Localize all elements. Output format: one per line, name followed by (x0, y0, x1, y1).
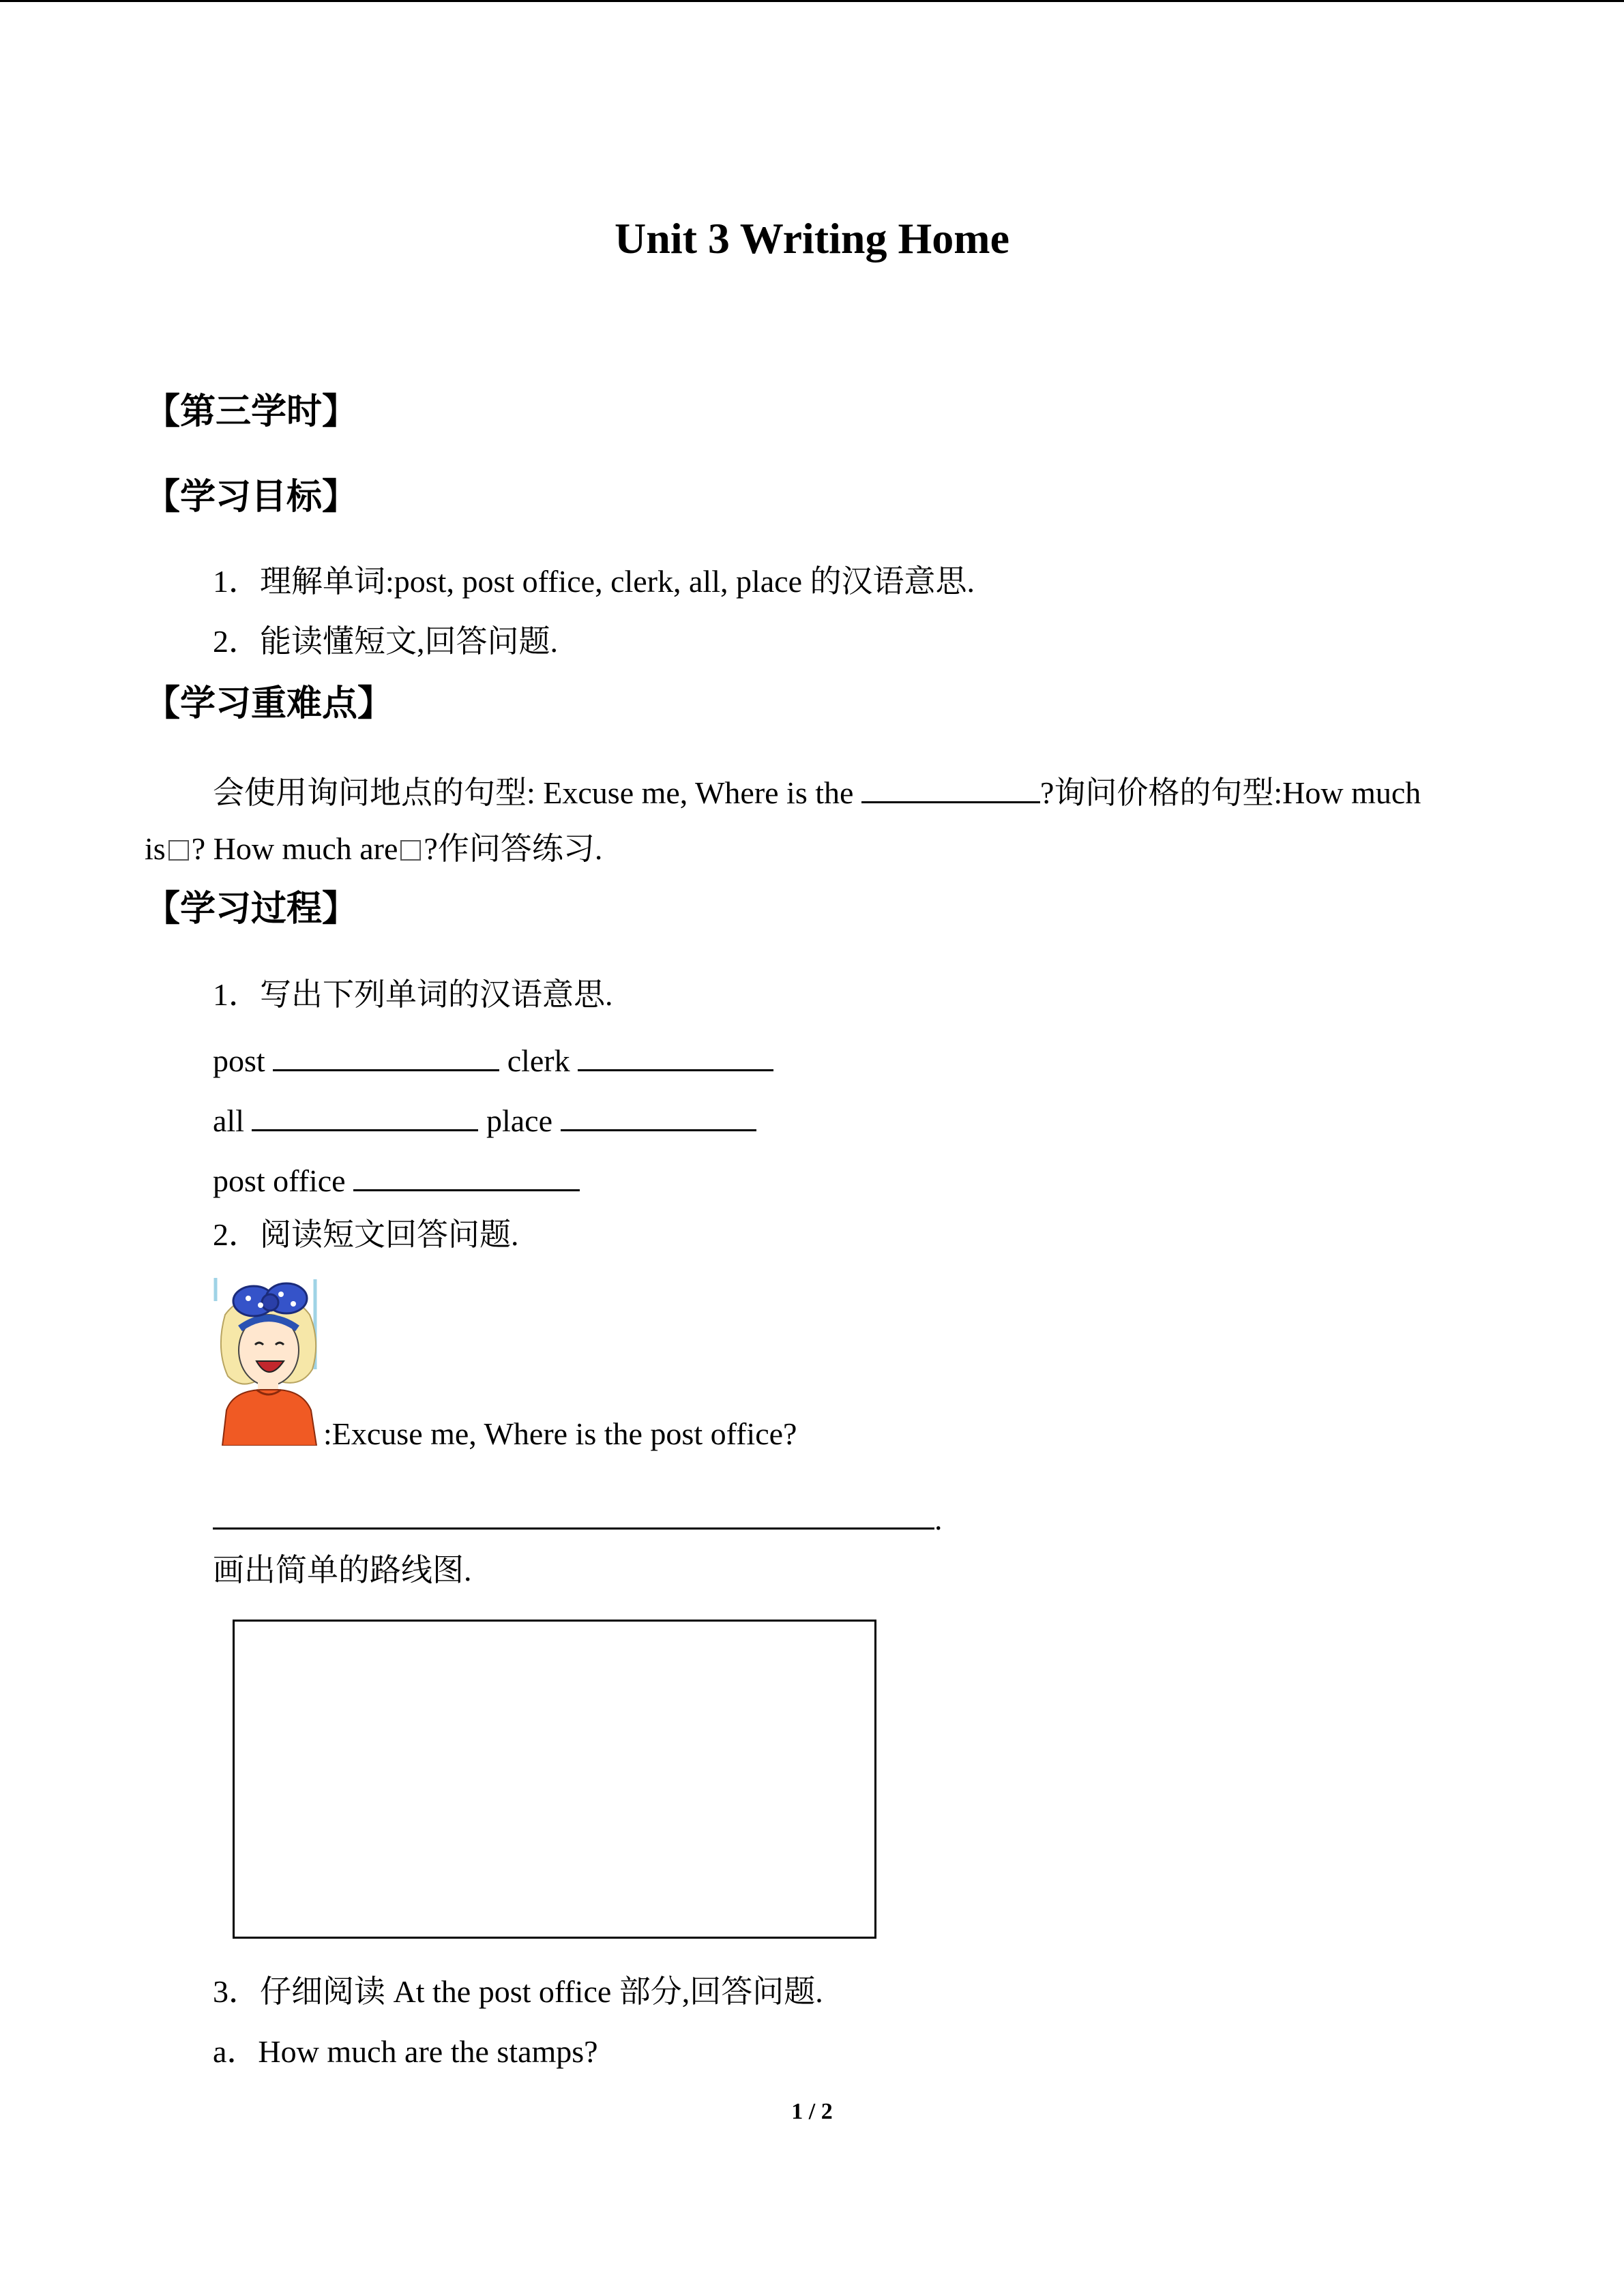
draw-route-instruction: 画出简单的路线图. (213, 1553, 472, 1587)
girl-illustration-icon (213, 1274, 323, 1446)
heading-process: 【学习过程】 (145, 889, 358, 929)
keypoints-line-1-suffix: ?询问价格的句型:How much (1039, 775, 1421, 810)
keypoints-line-2-b: ? How much are (191, 831, 398, 866)
vocab-row-3 (213, 1162, 580, 1197)
keypoints-line-2 (145, 833, 602, 865)
answer-blank-long[interactable] (213, 1500, 934, 1530)
answer-blank[interactable] (861, 774, 1040, 803)
page-number: 1 / 2 (791, 2099, 833, 2124)
objective-item-2: 2．能读懂短文,回答问题. (213, 624, 558, 659)
heading-period: 【第三学时】 (145, 391, 358, 432)
word-post: post (213, 1043, 265, 1078)
word-place: place (486, 1103, 553, 1138)
vocab-row-2 (213, 1102, 756, 1137)
keypoints-line-1 (213, 774, 1421, 809)
answer-end: . (934, 1502, 943, 1536)
top-border (0, 0, 1624, 2)
answer-line (213, 1500, 943, 1535)
heading-keypoints: 【学习重难点】 (145, 683, 394, 724)
answer-blank-clerk[interactable] (578, 1042, 773, 1071)
task-3: 3．仔细阅读 At the post office 部分,回答问题. (213, 1974, 823, 2009)
word-all: all (213, 1103, 244, 1138)
answer-blank-post-office[interactable] (353, 1162, 580, 1191)
keypoints-line-2-a: is (145, 831, 166, 866)
question-line: :Excuse me, Where is the post office? (323, 1416, 797, 1451)
answer-blank-post[interactable] (273, 1042, 499, 1071)
vocab-row-1 (213, 1042, 773, 1077)
heading-objectives: 【学习目标】 (145, 477, 358, 518)
page-title: Unit 3 Writing Home (615, 214, 1009, 263)
placeholder-box-icon (400, 840, 421, 861)
answer-blank-place[interactable] (561, 1102, 756, 1131)
keypoints-line-2-c: ?作问答练习. (424, 831, 603, 866)
task-2: 2．阅读短文回答问题. (213, 1217, 519, 1252)
question-a: a．How much are the stamps? (213, 2034, 598, 2069)
route-drawing-box[interactable] (233, 1620, 876, 1939)
objective-item-1: 1．理解单词:post, post office, clerk, all, place 的汉语意思. (213, 564, 975, 599)
word-post-office: post office (213, 1163, 346, 1198)
word-clerk: clerk (507, 1043, 570, 1078)
task-1: 1．写出下列单词的汉语意思. (213, 977, 613, 1012)
placeholder-box-icon (168, 840, 189, 861)
keypoints-line-1-prefix: 会使用询问地点的句型: Excuse me, Where is the (213, 775, 861, 810)
answer-blank-all[interactable] (252, 1102, 478, 1131)
